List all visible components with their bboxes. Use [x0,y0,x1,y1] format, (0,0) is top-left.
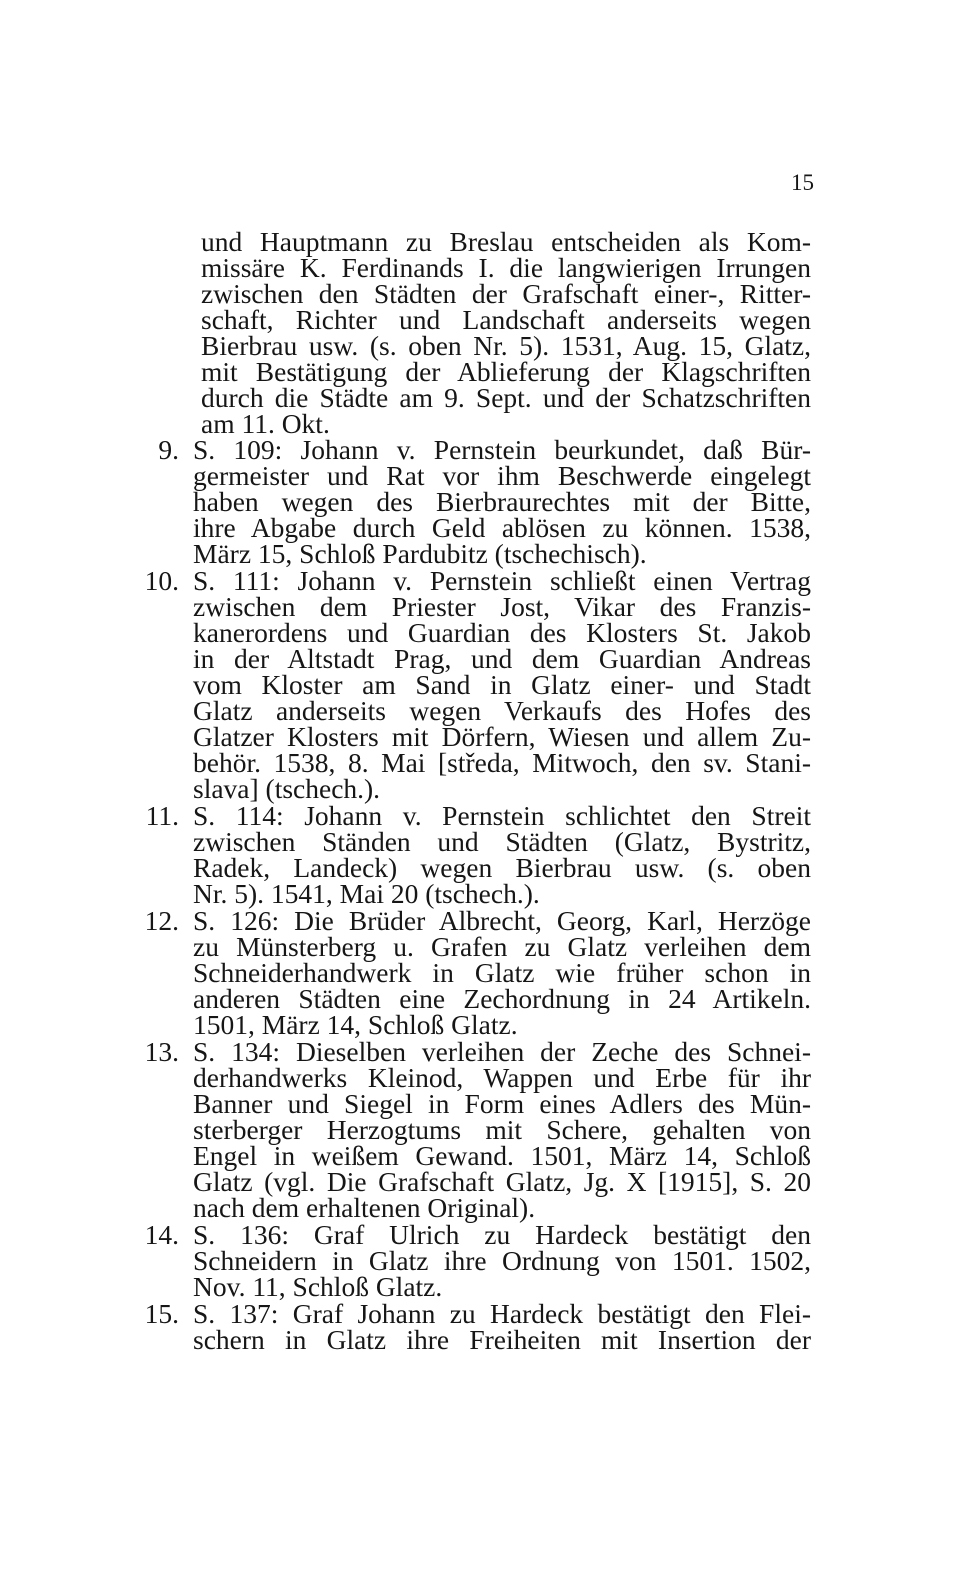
text-line: am 11. Okt. [201,408,330,439]
text-line: Glatz anderseits wegen Verkaufs des Hofes des [193,695,811,726]
text-line: S. 137: Graf Johann zu Hardeck bestätigt den Flei- [193,1298,811,1329]
text-line: S. 126: Die Brüder Albrecht, Georg, Karl, Herzöge [193,905,811,936]
text-line: Schneiderhandwerk in Glatz wie früher schon in [193,957,811,988]
text-line: S. 109: Johann v. Pernstein beurkundet, daß Bür- [193,434,811,465]
text-line: schaft, Richter und Landschaft anderseits wegen [201,304,811,335]
text-line: und Hauptmann zu Breslau entscheiden als Kom- [201,226,811,257]
text-line: kanerordens und Guardian des Klosters St. Jakob [193,617,811,648]
page-number: 15 [791,170,814,195]
text-line: zu Münsterberg u. Grafen zu Glatz verleihen dem [193,931,811,962]
text-line: slava] (tschech.). [193,773,381,804]
text-line: durch die Städte am 9. Sept. und der Schatzschriften [201,382,811,413]
text-line: mit Bestätigung der Ablieferung der Klagschriften [201,356,811,387]
text-line: in der Altstadt Prag, und dem Guardian Andreas [193,643,811,674]
entry-number: 13. [144,1036,179,1067]
text-line: 1501, März 14, Schloß Glatz. [193,1009,518,1040]
entry-number: 15. [144,1298,179,1329]
text-line: derhandwerks Kleinod, Wappen und Erbe für ihr [193,1062,811,1093]
text-line: zwischen den Städten der Grafschaft einer-, Ritter- [201,278,811,309]
text-line: Glatzer Klosters mit Dörfern, Wiesen und allem Zu- [193,721,811,752]
text-line: haben wegen des Bierbraurechtes mit der Bitte, [193,486,811,517]
entry-number: 10. [144,565,179,596]
text-line: März 15, Schloß Pardubitz (tschechisch). [193,538,647,569]
text-line: Schneidern in Glatz ihre Ordnung von 1501. 1502, [193,1245,811,1276]
text-line: Glatz (vgl. Die Grafschaft Glatz, Jg. X [1915], S. 20 [193,1166,811,1197]
text-line: zwischen dem Priester Jost, Vikar des Franzis- [193,591,811,622]
text-line: schern in Glatz ihre Freiheiten mit Insertion der [193,1324,811,1355]
text-line: S. 134: Dieselben verleihen der Zeche des Schnei- [193,1036,811,1067]
text-line: Banner und Siegel in Form eines Adlers des Mün- [193,1088,811,1119]
text-line: Nr. 5). 1541, Mai 20 (tschech.). [193,878,540,909]
text-line: germeister und Rat vor ihm Beschwerde eingelegt [193,460,811,491]
text-line: Radek, Landeck) wegen Bierbrau usw. (s. oben [193,852,811,883]
text-line: S. 114: Johann v. Pernstein schlichtet den Streit [193,800,811,831]
text-line: S. 136: Graf Ulrich zu Hardeck bestätigt den [193,1219,811,1250]
text-line: Engel in weißem Gewand. 1501, März 14, Schloß [193,1140,811,1171]
entry-number: 9. [158,434,179,465]
text-line: Bierbrau usw. (s. oben Nr. 5). 1531, Aug. 15, Glatz, [201,330,811,361]
text-line: S. 111: Johann v. Pernstein schließt einen Vertrag [193,565,811,596]
text-line: anderen Städten eine Zechordnung in 24 Artikeln. [193,983,811,1014]
text-line: ihre Abgabe durch Geld ablösen zu können. 1538, [193,512,811,543]
text-line: sterberger Herzogtums mit Schere, gehalten von [193,1114,811,1145]
text-line: Nov. 11, Schloß Glatz. [193,1271,443,1302]
entry-number: 12. [144,905,179,936]
text-line: zwischen Ständen und Städten (Glatz, Bystritz, [193,826,811,857]
entry-number: 11. [145,800,179,831]
entry-number: 14. [144,1219,179,1250]
text-line: nach dem erhaltenen Original). [193,1192,536,1223]
text-line: missäre K. Ferdinands I. die langwierigen Irrungen [201,252,811,283]
text-line: behör. 1538, 8. Mai [středa, Mitwoch, den sv. Stani- [193,747,811,778]
text-line: vom Kloster am Sand in Glatz einer- und Stadt [193,669,811,700]
